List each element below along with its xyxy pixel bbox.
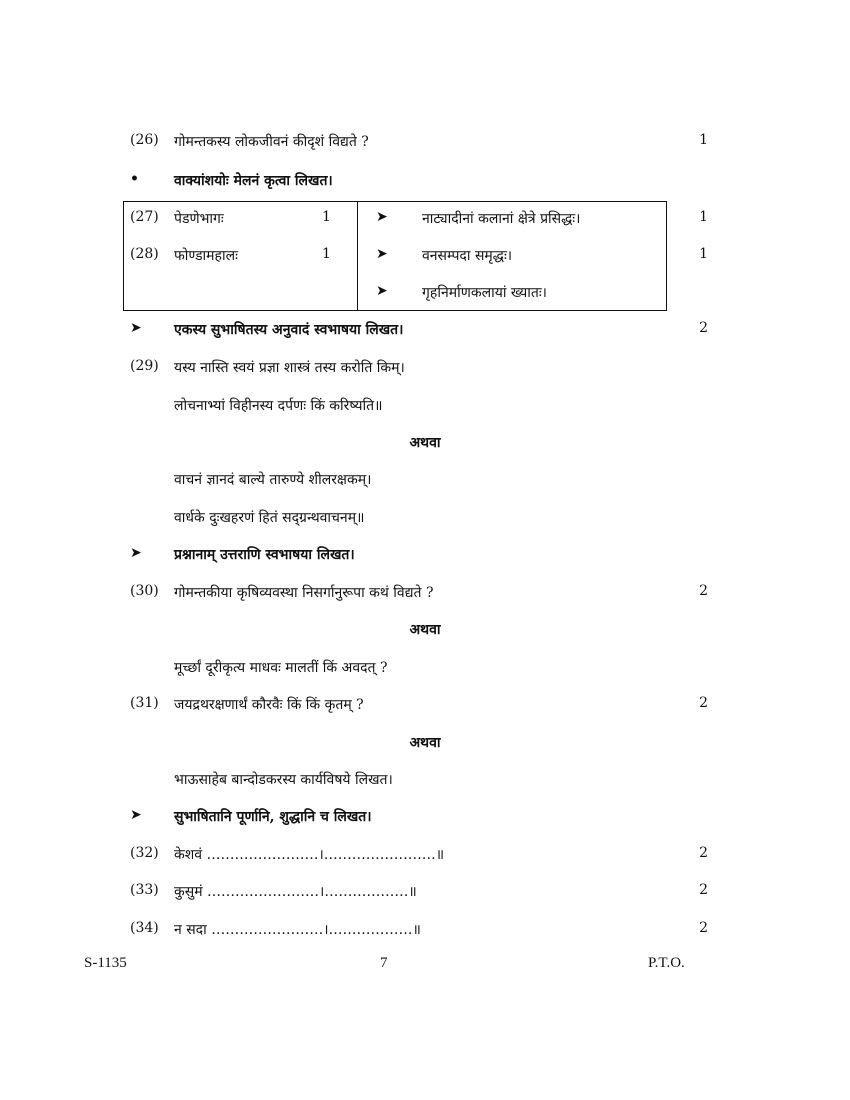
verse-line: वाचनं ज्ञानदं बाल्ये तारुण्ये शीलरक्षकम्।	[174, 472, 372, 488]
question-text: गोमन्तकीया कृषिव्यवस्था निसर्गानुरूपा कथं विद्यते ?	[174, 585, 434, 601]
bullet-icon: •	[130, 171, 139, 187]
paper-code: S-1135	[84, 955, 127, 971]
question-text: न सदा ……………………।………………॥	[174, 922, 421, 938]
match-right-item: वनसम्पदा समृद्धः।	[422, 248, 513, 264]
arrow-icon: ➤	[130, 320, 142, 336]
question-number: (32)	[130, 845, 159, 861]
question-number: (31)	[130, 695, 159, 711]
arrow-icon: ➤	[376, 283, 388, 299]
verse-line: यस्य नास्ति स्वयं प्रज्ञा शास्त्रं तस्य करोति किम्।	[174, 360, 405, 376]
match-left-item: फोण्डामहालः	[174, 248, 238, 264]
or-divider: अथवा	[409, 622, 441, 638]
section-heading: एकस्य सुभाषितस्य अनुवादं स्वभाषया लिखत।	[174, 322, 404, 338]
question-number: (34)	[130, 920, 159, 936]
section-heading: सुभाषितानि पूर्णानि, शुद्धानि च लिखत।	[174, 809, 372, 825]
or-divider: अथवा	[409, 735, 441, 751]
arrow-icon: ➤	[130, 545, 142, 561]
marks: 2	[699, 920, 708, 936]
question-number: (28)	[130, 246, 159, 262]
match-table-divider	[357, 201, 358, 311]
marks: 1	[699, 246, 708, 262]
page-number: 7	[380, 955, 388, 971]
match-right-item: गृहनिर्माणकलायां ख्यातः।	[422, 285, 547, 301]
marks: 1	[322, 209, 331, 225]
marks: 2	[699, 845, 708, 861]
question-text: भाऊसाहेब बान्दोडकरस्य कार्यविषये लिखत।	[174, 772, 393, 788]
marks: 1	[699, 209, 708, 225]
question-number: (33)	[130, 882, 159, 898]
marks: 1	[322, 246, 331, 262]
section-heading: वाक्यांशयोः मेलनं कृत्वा लिखत।	[174, 173, 333, 189]
section-heading: प्रश्नानाम् उत्तराणि स्वभाषया लिखत।	[174, 547, 355, 563]
match-left-item: पेडणेभागः	[174, 211, 224, 227]
match-right-item: नाट्यादीनां कलानां क्षेत्रे प्रसिद्धः।	[422, 211, 581, 227]
marks: 2	[699, 320, 708, 336]
marks: 2	[699, 882, 708, 898]
question-text: जयद्रथरक्षणार्थं कौरवैः किं किं कृतम् ?	[174, 697, 364, 713]
arrow-icon: ➤	[376, 246, 388, 262]
question-text: गोमन्तकस्य लोकजीवनं कीदृशं विद्यते ?	[174, 134, 369, 150]
arrow-icon: ➤	[130, 807, 142, 823]
question-number: (27)	[130, 209, 159, 225]
question-number: (26)	[130, 132, 159, 148]
pto-label: P.T.O.	[648, 955, 685, 971]
question-text: मूर्च्छां दूरीकृत्य माधवः मालतीं किं अवदत् ?	[174, 660, 388, 676]
verse-line: लोचनाभ्यां विहीनस्य दर्पणः किं करिष्यति॥	[174, 398, 383, 414]
question-text: कुसुमं ……………………।………………॥	[174, 884, 417, 900]
marks: 2	[699, 695, 708, 711]
question-text: केशवं ……………………।……………………॥	[174, 847, 445, 863]
question-number: (30)	[130, 583, 159, 599]
arrow-icon: ➤	[376, 209, 388, 225]
marks: 2	[699, 583, 708, 599]
verse-line: वार्धके दुःखहरणं हितं सद्ग्रन्थवाचनम्॥	[174, 510, 365, 526]
question-number: (29)	[130, 358, 159, 374]
marks: 1	[699, 132, 708, 148]
or-divider: अथवा	[409, 435, 441, 451]
